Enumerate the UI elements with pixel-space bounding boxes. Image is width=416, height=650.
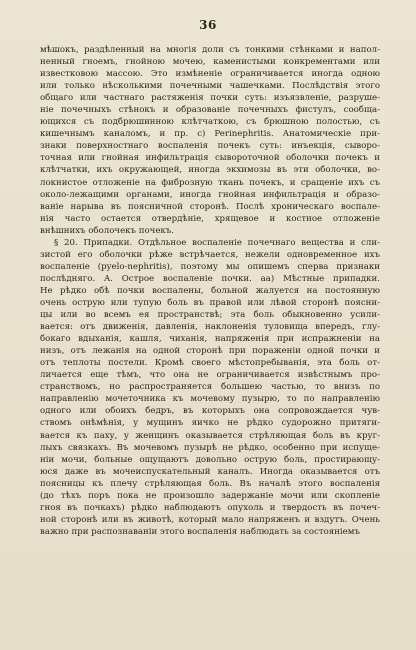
text-line: клѣтчатки, ихъ окружающей, иногда экхимозы въ эти оболочки, во- xyxy=(40,165,380,176)
text-line: личается еще тѣмъ, что она не ограничивается извѣстнымъ про- xyxy=(40,370,380,381)
text-line: воспаленіе (pyelo-nephritis), поэтому мы опишемъ сперва признаки xyxy=(40,261,380,272)
text-line: известковою массою. Это измѣненіе ограничивается иногда одною xyxy=(40,69,380,80)
text-line: Не рѣдко обѣ почки воспалены, больной жалуется на постоянную xyxy=(40,285,380,296)
text-line: локнистое отложеніе на фиброзную ткань почекъ, и сращеніе ихъ съ xyxy=(40,177,380,188)
text-line: кишечнымъ каналомъ, и пр. c) Perinephritis. Анатомическіе при- xyxy=(40,129,380,140)
text-line: лыхъ связкахъ. Въ мочевомъ пузырѣ не рѣдко, особенно при испуще- xyxy=(40,442,380,453)
text-line: цы или во всемъ ея пространствѣ; эта боль обыкновенно усили- xyxy=(40,310,380,321)
text-line: внѣшнихъ оболочекъ почекъ. xyxy=(40,225,174,236)
text-line: (до тѣхъ поръ пока не произошло задержаніе мочи или скопленіе xyxy=(40,490,380,501)
text-line: ніи мочи, больные ощущаютъ довольно острую боль, простирающу- xyxy=(40,454,380,465)
text-line: мѣшокъ, раздѣленный на многія доли съ тонкими стѣнками и напол- xyxy=(40,45,380,55)
text-line: ненный гноемъ, гнойною мочею, каменистыми конкрементами или xyxy=(40,57,380,68)
text-line: ствомъ онѣмѣнія, у мущинъ яичко не рѣдко судорожно притяги- xyxy=(40,418,380,429)
text-line: общаго или частнаго растяженія почки суть: изъязвленіе, разруше- xyxy=(40,93,380,104)
text-line: направленію мочеточника къ мочевому пузырю, то по направленію xyxy=(40,394,380,405)
text-line: одного или обоихъ бедръ, въ которыхъ она сопровождается чув- xyxy=(40,406,380,417)
text-line: нія часто остается отвердѣніе, хрящевое и костное отложеніе xyxy=(40,213,380,224)
text-line: важно при распознаваніи этого воспаленія наблюдать за состояніемъ xyxy=(40,526,360,537)
text-line: вается къ паху, у женщинъ оказывается стрѣляющая боль въ круг- xyxy=(40,430,380,441)
text-line: точная или гнойная инфильтрація сывороточной оболочки почекъ и xyxy=(40,153,380,164)
text-line: юся даже въ мочеиспускательный каналъ. Иногда оказывается отъ xyxy=(40,466,380,477)
text-line: ной сторонѣ или въ животѣ, который мало напряженъ и вздутъ. Очень xyxy=(40,514,380,525)
text-line: знаки поверхностнаго воспаленія почекъ суть: инъекція, сыворо- xyxy=(40,141,380,152)
text-line: очень острую или тупую боль въ правой или лѣвой сторонѣ поясни- xyxy=(40,297,380,308)
text-line: странствомъ, но распространяется большею частью, то внизъ по xyxy=(40,382,380,393)
text-line: отъ теплоты постели. Кромѣ своего мѣстопребыванія, эта боль от- xyxy=(40,358,380,369)
text-line: ніе почечныхъ стѣнокъ и образованіе почечныхъ фистулъ, сообща- xyxy=(40,105,380,116)
body-text xyxy=(40,44,380,538)
text-line: § 20. Припадки. Отдѣльное воспаленіе почечнаго вещества и сли- xyxy=(54,237,380,248)
text-line: послѣдняго. A. Острое воспаленіе почки. aa) Мѣстные припадки. xyxy=(40,273,380,284)
text-line: или только нѣсколькими почечными чашечками. Послѣдствія этого xyxy=(40,81,380,92)
text-line: вается: отъ движенія, давленія, наклоненія туловища впередъ, глу- xyxy=(40,322,380,333)
text-line: бокаго вдыханія, кашля, чиханія, напряженія при испражненіи на xyxy=(40,334,380,345)
text-line: ющихся съ подбрюшинною клѣтчаткою, съ брюшною полостью, съ xyxy=(40,117,380,128)
text-line: зистой его оболочки рѣже встрѣчается, нежели одновременное ихъ xyxy=(40,249,380,260)
page-number: 36 xyxy=(199,18,217,32)
text-line: ваніе нарыва въ поясничной сторонѣ. Послѣ хроническаго воспале- xyxy=(40,201,380,212)
text-line: поясницы къ плечу стрѣляющая боль. Въ началѣ этого воспаленія xyxy=(40,478,380,489)
text-line: гноя въ почкахъ) рѣдко наблюдаютъ опухоль и твердость въ почеч- xyxy=(40,502,380,513)
text-line: низъ, отъ лежанія на одной сторонѣ при пораженіи одной почки и xyxy=(40,346,380,357)
text-line: около-лежащими органами, иногда гнойная инфильтрація и образо- xyxy=(40,189,380,200)
